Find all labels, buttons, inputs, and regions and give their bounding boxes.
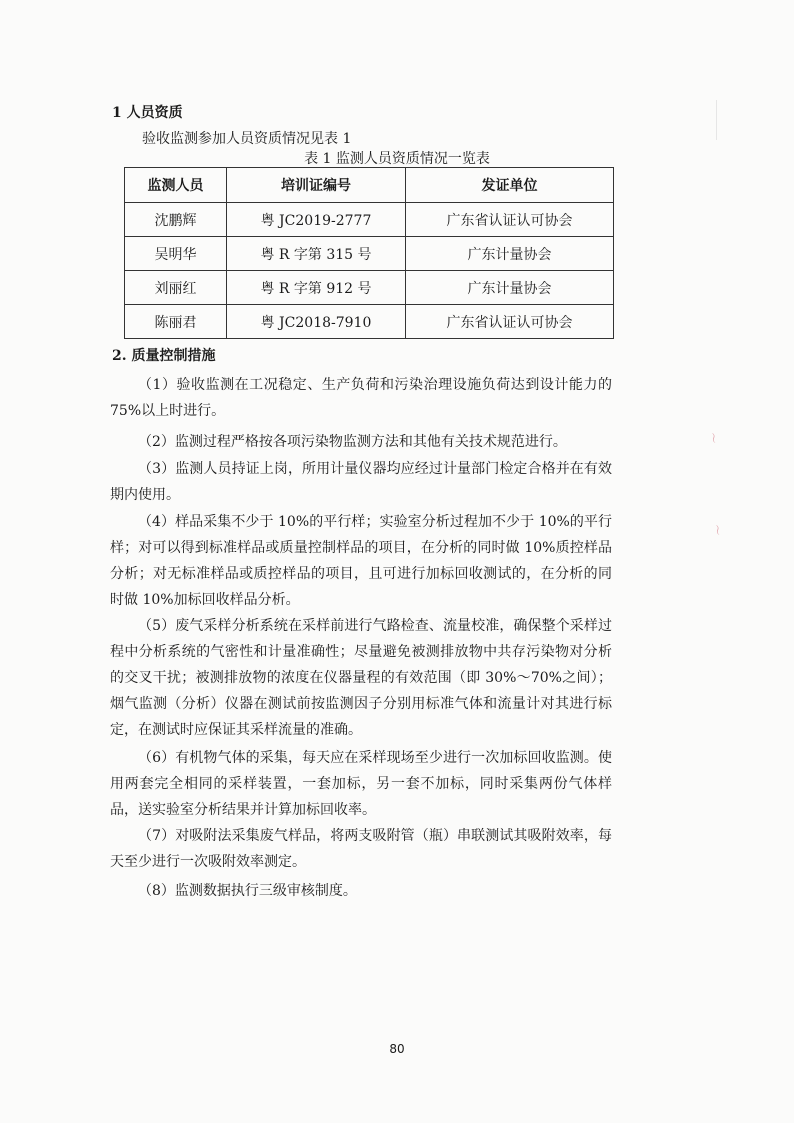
certificate-cell: 粤 JC2018-7910: [227, 305, 406, 339]
qc-measure-2: （2）监测过程严格按各项污染物监测方法和其他有关技术规范进行。: [138, 434, 567, 450]
table-row: [125, 237, 614, 271]
certificate-cell: 粤 JC2019-2777: [227, 203, 406, 237]
qc-measure-5: （5）废气采样分析系统在采样前进行气路检查、流量校准，确保整个采样过程中分析系统的气密性和计量准确性；尽量避免被测排放物中共存污染物对分析的交叉干扰；被测排放物的浓度在仪器量程的有效范围（即 30%～70%之间）；烟气监测（分析）仪器在测试前按监测因子分别用标准气体和流量计对其进行标定，在测试时应保证其采样流量的准确。: [110, 618, 612, 738]
column-header-issuer: 发证单位: [406, 168, 614, 203]
table-header-row: [125, 168, 614, 203]
qc-measure-7: （7）对吸附法采集废气样品，将两支吸附管（瓶）串联测试其吸附效率，每天至少进行一次吸附效率测定。: [110, 828, 612, 870]
column-header-certificate: 培训证编号: [227, 168, 406, 203]
table-caption: 表 1 监测人员资质情况一览表: [304, 151, 490, 167]
section1-intro: 验收监测参加人员资质情况见表 1: [142, 131, 352, 147]
qc-measure-8: （8）监测数据执行三级审核制度。: [138, 883, 357, 899]
binding-mark: [716, 100, 717, 140]
certificate-cell: 粤 R 字第 315 号: [227, 237, 406, 271]
certificate-cell: 粤 R 字第 912 号: [227, 271, 406, 305]
issuer-cell: 广东计量协会: [406, 271, 614, 305]
issuer-cell: 广东省认证认可协会: [406, 305, 614, 339]
staff-name-cell: 吴明华: [125, 237, 227, 271]
qc-measure-3: （3）监测人员持证上岗，所用计量仪器均应经过计量部门检定合格并在有效期内使用。: [110, 461, 612, 503]
page-number: 80: [389, 1042, 405, 1056]
staff-qualification-table: [124, 167, 614, 339]
issuer-cell: 广东计量协会: [406, 237, 614, 271]
stamp-mark-bottom: 〜: [709, 523, 725, 537]
table-row: [125, 203, 614, 237]
staff-name-cell: 刘丽红: [125, 271, 227, 305]
column-header-staff: 监测人员: [125, 168, 227, 203]
staff-name-cell: 陈丽君: [125, 305, 227, 339]
qc-measure-6: （6）有机物气体的采集，每天应在采样现场至少进行一次加标回收监测。使用两套完全相同的采样装置，一套加标，另一套不加标，同时采集两份气体样品，送实验室分析结果并计算加标回收率。: [110, 750, 612, 818]
qc-measure-1: （1）验收监测在工况稳定、生产负荷和污染治理设施负荷达到设计能力的75%以上时进行。: [110, 377, 612, 419]
section1-heading: 1 人员资质: [112, 105, 183, 121]
section2-heading: 2. 质量控制措施: [112, 348, 216, 364]
stamp-mark-top: 〜: [705, 431, 721, 445]
table-row: [125, 305, 614, 339]
table-row: [125, 271, 614, 305]
qc-measure-4: （4）样品采集不少于 10%的平行样；实验室分析过程加不少于 10%的平行样；对可以得到标准样品或质量控制样品的项目，在分析的同时做 10%质控样品分析；对无标准样品或质控样品的项目，且可进行加标回收测试的，在分析的同时做 10%加标回收样品分析。: [110, 514, 612, 608]
issuer-cell: 广东省认证认可协会: [406, 203, 614, 237]
staff-name-cell: 沈鹏辉: [125, 203, 227, 237]
